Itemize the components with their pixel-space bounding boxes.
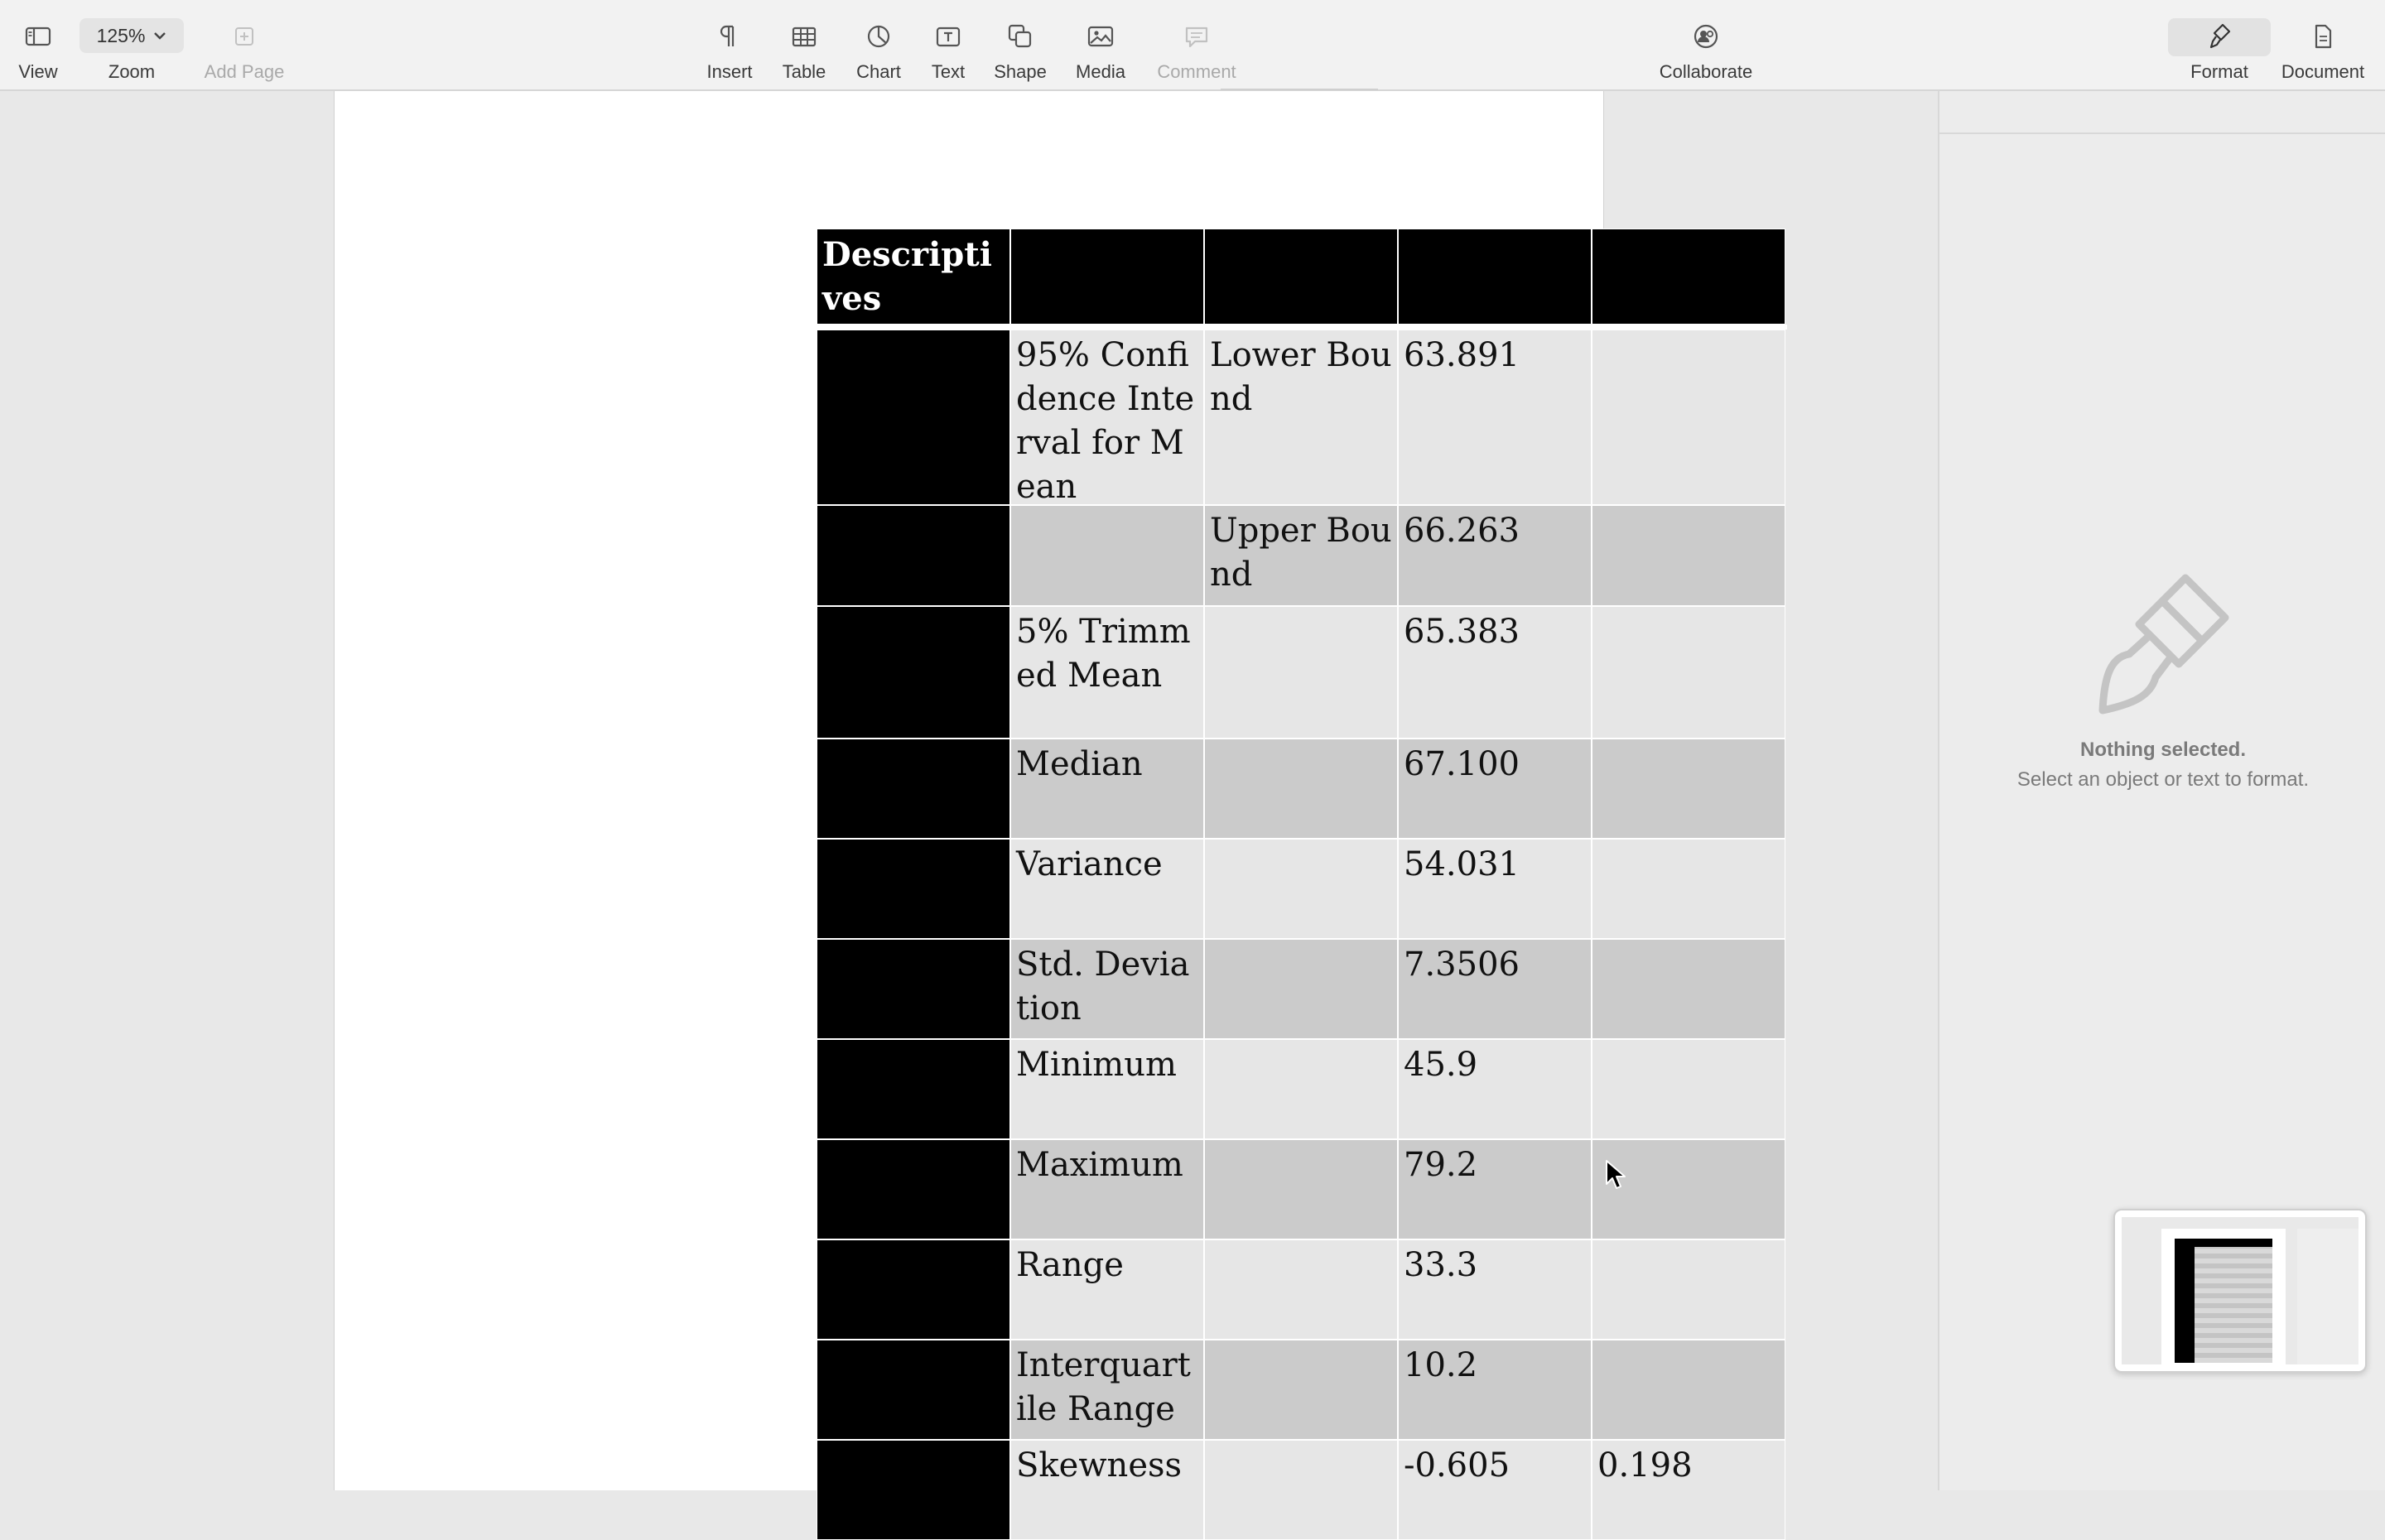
- table-cell[interactable]: [1204, 1340, 1398, 1440]
- table-cell[interactable]: 0.198: [1592, 1440, 1785, 1540]
- paintbrush-icon: [2204, 22, 2234, 51]
- document-icon: [2308, 22, 2338, 51]
- table-cell[interactable]: Upper Bound: [1204, 505, 1398, 606]
- table-cell[interactable]: [1204, 606, 1398, 739]
- table-row[interactable]: [817, 1039, 1787, 1139]
- table-cell[interactable]: [817, 1139, 1010, 1239]
- table-cell[interactable]: [1398, 229, 1592, 325]
- shape-button[interactable]: [989, 12, 1052, 86]
- shape-label: Shape: [994, 61, 1047, 82]
- nothing-selected-hint: Select an object or text to format.: [2016, 768, 2310, 791]
- document-label: Document: [2281, 61, 2365, 82]
- collaborate-icon: [1691, 22, 1721, 51]
- view-button[interactable]: [12, 12, 65, 86]
- thumbnail-image: [2122, 1217, 2358, 1364]
- comment-button[interactable]: [1151, 12, 1242, 86]
- table-cell[interactable]: [817, 939, 1010, 1039]
- table-cell[interactable]: Std. Deviation: [1010, 939, 1204, 1039]
- comment-icon: [1182, 22, 1212, 51]
- add-page-icon: [229, 22, 259, 51]
- chevron-down-icon: [153, 31, 166, 41]
- table-cell[interactable]: [1592, 505, 1785, 606]
- table-cell[interactable]: 54.031: [1398, 839, 1592, 939]
- table-cell[interactable]: 7.3506: [1398, 939, 1592, 1039]
- format-button[interactable]: [2181, 12, 2257, 86]
- table-cell[interactable]: [1592, 1039, 1785, 1139]
- table-button[interactable]: [775, 12, 833, 86]
- table-cell[interactable]: 10.2: [1398, 1340, 1592, 1440]
- pilcrow-icon: [715, 22, 744, 51]
- comment-label: Comment: [1157, 61, 1236, 82]
- collaborate-button[interactable]: [1653, 12, 1759, 86]
- zoom-value: 125%: [96, 24, 146, 46]
- text-box-icon: [933, 22, 963, 51]
- thumbnail-page: [2161, 1229, 2286, 1364]
- table-cell[interactable]: [1592, 330, 1785, 505]
- media-button[interactable]: [1068, 12, 1133, 86]
- nothing-selected-title: Nothing selected.: [2079, 739, 2247, 761]
- zoom-dropdown[interactable]: [80, 18, 184, 53]
- table-cell[interactable]: [817, 606, 1010, 739]
- table-cell[interactable]: 79.2: [1398, 1139, 1592, 1239]
- table-cell[interactable]: Median: [1010, 739, 1204, 839]
- table-cell[interactable]: Maximum: [1010, 1139, 1204, 1239]
- table-cell[interactable]: [1592, 739, 1785, 839]
- table-cell[interactable]: 65.383: [1398, 606, 1592, 739]
- table-cell[interactable]: Lower Bound: [1204, 330, 1398, 505]
- table-row[interactable]: [817, 739, 1787, 839]
- paintbrush-icon: [2093, 571, 2233, 720]
- table-row[interactable]: [817, 939, 1787, 1039]
- thumbnail-table-header: [2175, 1239, 2272, 1247]
- table-row[interactable]: [817, 505, 1787, 606]
- table-cell[interactable]: [817, 1039, 1010, 1139]
- table-cell[interactable]: [1010, 505, 1204, 606]
- insert-label: Insert: [706, 61, 753, 82]
- table-cell[interactable]: [1204, 229, 1398, 325]
- table-cell[interactable]: Skewness: [1010, 1440, 1204, 1540]
- add-page-label: Add Page: [204, 61, 285, 82]
- table-icon: [789, 22, 819, 51]
- table-cell[interactable]: [1204, 939, 1398, 1039]
- toolbar: [0, 0, 2385, 91]
- chart-label: Chart: [856, 61, 901, 82]
- media-label: Media: [1076, 61, 1125, 82]
- table-cell[interactable]: 45.9: [1398, 1039, 1592, 1139]
- table-cell[interactable]: [1592, 839, 1785, 939]
- table-cell[interactable]: [1592, 606, 1785, 739]
- table-cell[interactable]: [817, 505, 1010, 606]
- insert-button[interactable]: [699, 12, 760, 86]
- table-cell[interactable]: [817, 1239, 1010, 1340]
- table-cell[interactable]: Descriptives: [817, 229, 1010, 325]
- table-cell[interactable]: [817, 330, 1010, 505]
- table-row[interactable]: [817, 839, 1787, 939]
- text-label: Text: [931, 61, 966, 82]
- table-row[interactable]: [817, 1139, 1787, 1239]
- table-cell[interactable]: [1592, 1340, 1785, 1440]
- table-cell[interactable]: [1204, 1139, 1398, 1239]
- mouse-pointer-icon: [1605, 1159, 1626, 1191]
- thumbnail-sidebar: [2297, 1229, 2358, 1364]
- view-label: View: [18, 61, 58, 82]
- table-row[interactable]: [817, 1340, 1787, 1440]
- photo-icon: [1086, 22, 1115, 51]
- thumbnail-table-column: [2175, 1239, 2195, 1363]
- table-cell[interactable]: [1204, 839, 1398, 939]
- table-cell[interactable]: 95% Confidence Interval for Mean: [1010, 330, 1204, 505]
- chart-icon: [864, 22, 894, 51]
- sidebar-header: [1939, 91, 2385, 134]
- table-cell[interactable]: -0.605: [1398, 1440, 1592, 1540]
- document-button[interactable]: [2274, 12, 2372, 86]
- table-row[interactable]: [817, 606, 1787, 739]
- table-cell[interactable]: [1592, 1239, 1785, 1340]
- table-cell[interactable]: 63.891: [1398, 330, 1592, 505]
- sidebar-icon: [23, 22, 53, 51]
- table-cell[interactable]: Minimum: [1010, 1039, 1204, 1139]
- table-cell[interactable]: [817, 739, 1010, 839]
- screenshot-thumbnail[interactable]: [2113, 1209, 2367, 1373]
- table-row[interactable]: [817, 1239, 1787, 1340]
- text-button[interactable]: [923, 12, 974, 86]
- table-cell[interactable]: [1204, 1239, 1398, 1340]
- divider: [1221, 89, 1378, 90]
- table-cell[interactable]: [817, 1340, 1010, 1440]
- chart-button[interactable]: [850, 12, 908, 86]
- table-cell[interactable]: 33.3: [1398, 1239, 1592, 1340]
- format-label: Format: [2190, 61, 2248, 82]
- table-cell[interactable]: Variance: [1010, 839, 1204, 939]
- table-cell[interactable]: 5% Trimmed Mean: [1010, 606, 1204, 739]
- document-page[interactable]: [334, 91, 1693, 1490]
- zoom-control[interactable]: [78, 12, 186, 86]
- table-row[interactable]: [817, 330, 1787, 505]
- descriptives-table[interactable]: [817, 229, 1787, 1540]
- table-cell[interactable]: 67.100: [1398, 739, 1592, 839]
- table-cell[interactable]: [1204, 739, 1398, 839]
- table-cell[interactable]: Interquartile Range: [1010, 1340, 1204, 1440]
- table-label: Table: [782, 61, 826, 82]
- table-cell[interactable]: [1010, 229, 1204, 325]
- table-cell[interactable]: Range: [1010, 1239, 1204, 1340]
- table-cell[interactable]: [1204, 1039, 1398, 1139]
- table-cell[interactable]: [1592, 939, 1785, 1039]
- zoom-label: Zoom: [108, 61, 156, 82]
- shape-icon: [1005, 22, 1035, 51]
- table-cell[interactable]: [1592, 229, 1785, 325]
- collaborate-label: Collaborate: [1659, 61, 1753, 82]
- add-page-button[interactable]: [199, 12, 290, 86]
- table-header-row[interactable]: [817, 229, 1787, 325]
- table-cell[interactable]: [817, 839, 1010, 939]
- document-canvas[interactable]: [0, 91, 1938, 1490]
- table-cell[interactable]: 66.263: [1398, 505, 1592, 606]
